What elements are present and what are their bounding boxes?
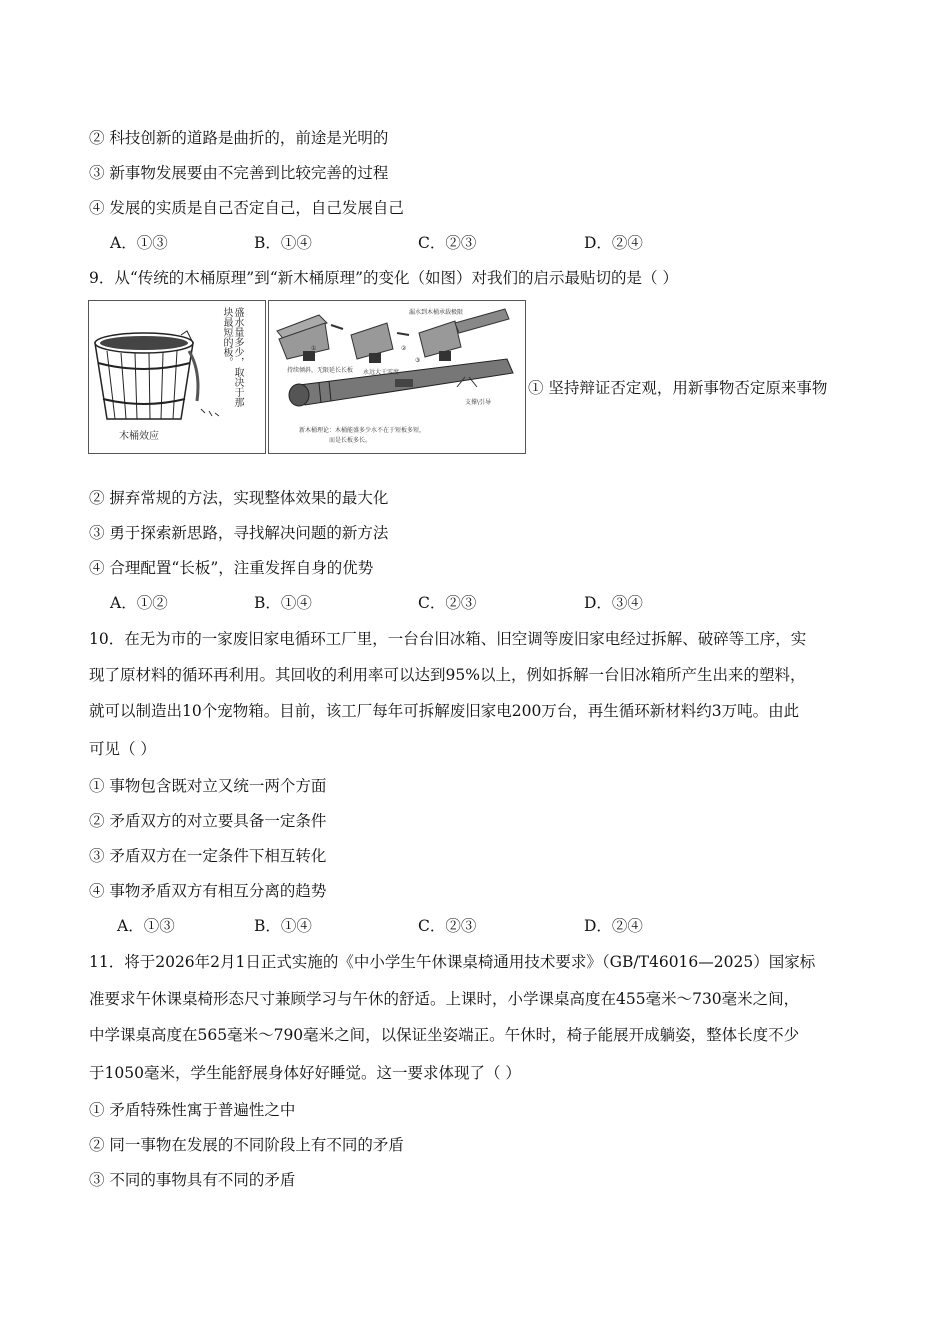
- q8-option-4: ④ 发展的实质是自己否定自己，自己发展自己: [89, 199, 404, 217]
- choice-b[interactable]: B．①④: [254, 234, 312, 252]
- q10-option-1: ① 事物包含既对立又统一两个方面: [89, 777, 327, 795]
- choice-b[interactable]: B．①④: [254, 594, 312, 612]
- new-barrel-panel: [268, 300, 526, 454]
- q10-option-4: ④ 事物矛盾双方有相互分离的趋势: [89, 882, 327, 900]
- q10-stem-line-2: 现了原材料的循环再利用。其回收的利用率可以达到95%以上，例如拆解一台旧冰箱所产生出来的塑料，: [89, 666, 806, 684]
- new-barrel-caption-1: 新木桶理论：木桶能盛多少水不在于短板多短，: [299, 427, 426, 434]
- label-above-zero: 永远大于零度: [363, 369, 400, 376]
- q11-stem-line-1: 11．将于2026年2月1日正式实施的《中小学生午休课桌椅通用技术要求》（GB/T46016—2025）国家标: [89, 953, 816, 971]
- q11-option-2: ② 同一事物在发展的不同阶段上有不同的矛盾: [89, 1136, 404, 1154]
- choice-b[interactable]: B．①④: [254, 917, 312, 935]
- label-support: 支撑\引导: [465, 399, 492, 406]
- q8-option-2: ② 科技创新的道路是曲折的，前途是光明的: [89, 129, 389, 147]
- choice-a[interactable]: A．①②: [110, 594, 168, 612]
- choice-c[interactable]: C．②③: [418, 234, 477, 252]
- barrel-figure: [88, 300, 526, 454]
- q9-stem: 9．从“传统的木桶原理”到“新木桶原理”的变化（如图）对我们的启示最贴切的是（ ）: [89, 269, 678, 287]
- barrel-caption: 木桶效应: [119, 431, 159, 442]
- step-label-3: ③: [415, 357, 421, 364]
- choice-d[interactable]: D．③④: [584, 594, 643, 612]
- choice-a[interactable]: A．①③: [110, 234, 168, 252]
- q10-stem-line-4: 可见（ ）: [89, 740, 156, 758]
- choice-d[interactable]: D．②④: [584, 234, 643, 252]
- q10-option-3: ③ 矛盾双方在一定条件下相互转化: [89, 847, 327, 865]
- traditional-barrel-panel: [88, 300, 266, 454]
- q11-stem-line-3: 中学课桌高度在565毫米～790毫米之间，以保证坐姿端正。午休时，椅子能展开成躺姿，整体长度不少: [89, 1026, 800, 1044]
- q9-option-3: ③ 勇于探索新思路，寻找解决问题的新方法: [89, 524, 389, 542]
- choice-d[interactable]: D．②④: [584, 917, 643, 935]
- choice-c[interactable]: C．②③: [418, 917, 477, 935]
- q10-stem-line-1: 10．在无为市的一家废旧家电循环工厂里，一台台旧冰箱、旧空调等废旧家电经过拆解、破碎等工序，实: [89, 630, 807, 648]
- q10-option-2: ② 矛盾双方的对立要具备一定条件: [89, 812, 327, 830]
- q9-option-2: ② 摒弃常规的方法，实现整体效果的最大化: [89, 489, 389, 507]
- step-label-2: ②: [401, 345, 407, 352]
- step-label-1: ①: [311, 345, 317, 352]
- choice-c[interactable]: C．②③: [418, 594, 477, 612]
- q9-option-1: ① 坚持辩证否定观，用新事物否定原来事物: [528, 379, 828, 397]
- label-extend-long-plank: 持续倾斜，无限延长长板: [287, 367, 354, 374]
- q11-stem-line-2: 准要求午休课桌椅形态尺寸兼顾学习与午休的舒适。上课时，小学课桌高度在455毫米～730毫米之间，: [89, 990, 800, 1008]
- q10-stem-line-3: 就可以制造出10个宠物箱。目前，该工厂每年可拆解废旧家电200万台，再生循环新材料约3万吨。由此: [89, 702, 800, 720]
- q8-option-3: ③ 新事物发展要由不完善到比较完善的过程: [89, 164, 389, 182]
- q9-option-4: ④ 合理配置“长板”，注重发挥自身的优势: [89, 559, 374, 577]
- new-barrel-caption-2: 而是长板多长。: [329, 437, 372, 444]
- barrel-principle-text: 盛水量多少，取决于那块最短的板。: [221, 307, 243, 407]
- label-leak-limit: 漏水到木桶承载极限: [409, 309, 464, 316]
- q11-stem-line-4: 于1050毫米，学生能舒展身体好好睡觉。这一要求体现了（ ）: [89, 1064, 521, 1082]
- q11-option-3: ③ 不同的事物具有不同的矛盾: [89, 1171, 296, 1189]
- q11-option-1: ① 矛盾特殊性寓于普遍性之中: [89, 1101, 296, 1119]
- choice-a[interactable]: A．①③: [117, 917, 175, 935]
